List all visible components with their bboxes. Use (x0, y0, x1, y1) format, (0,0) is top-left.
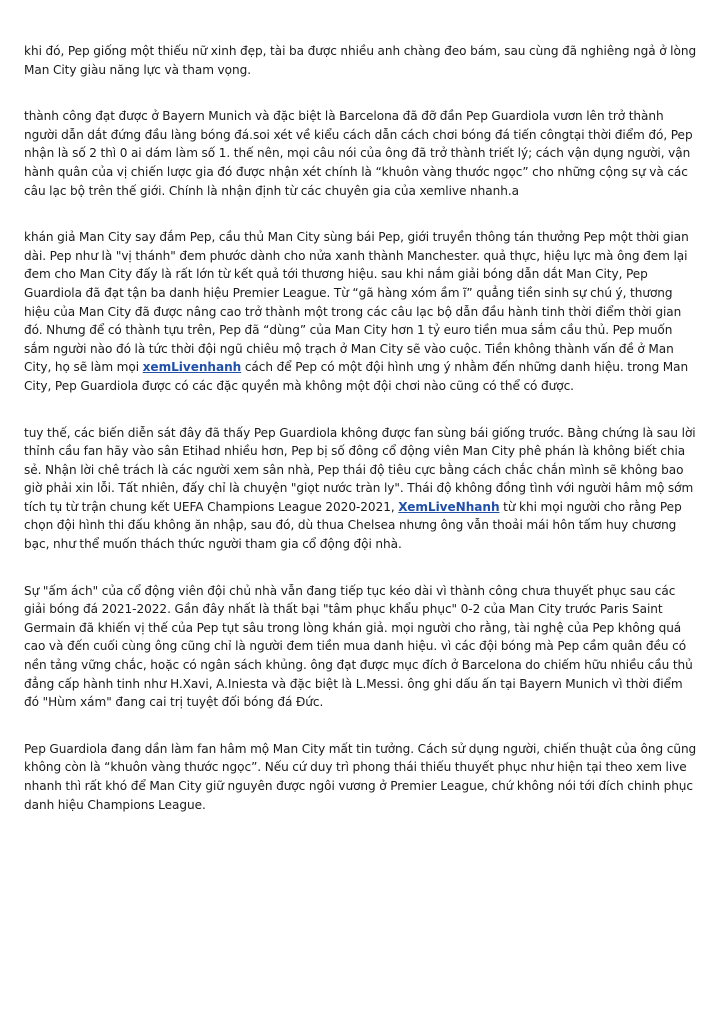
paragraph-text: khi đó, Pep giống một thiếu nữ xinh đẹp, tài ba được nhiều anh chàng đeo bám, sau cùng đã nghiêng ngả ở lòng Man City giàu năng lực và tham vọng. (24, 44, 697, 77)
paragraph (24, 228, 700, 395)
paragraph (24, 582, 700, 712)
paragraph-text: từ khi mọi người cho rằng Pep chọn đội hình thi đấu không ăn nhập, sau đó, dù thua Chelsea nhưng ông vẫn thoải mái hôn tấm huy chương bạc, như thể muốn thách thức người tham gia cổ động đội nhà. (24, 499, 682, 552)
paragraph-text: thành công đạt được ở Bayern Munich và đặc biệt là Barcelona đã đỡ đần Pep Guardiola vươn lên trở thành người dẫn dắt đứng đầu làng bóng đá.soi xét về kiểu cách dẫn cách chơi bóng đá tiến côngtại thời điểm đó, Pep nhận là số 2 thì 0 ai dám làm số 1. thế nên, mọi câu nói của ông đã trở thành triết lý; cách vận dụng người, vận hành quân của vị chiến lược gia đó được nhận xét chính là “khuôn vàng thước ngọc” cho những cộng sự và các câu lạc bộ trên thế giới. Chính là nhận định từ các chuyên gia của xemlive nhanh.a (24, 109, 693, 198)
paragraph-text: Pep Guardiola đang dần làm fan hâm mộ Man City mất tin tưởng. Cách sử dụng người, chiến thuật của ông cũng không còn là “khuôn vàng thước ngọc”. Nếu cứ duy trì phong thái thiếu thuyết phục như hiện tại theo xem live nhanh thì rất khó để Man City giữ nguyên được ngôi vương ở Premier League, chứ không nói tới đích chinh phục danh hiệu Champions League. (24, 741, 697, 812)
paragraph (24, 424, 700, 554)
paragraph-text: khán giả Man City say đắm Pep, cầu thủ Man City sùng bái Pep, giới truyền thông tán thưởng Pep một thời gian dài. Pep như là "vị thánh" đem phước dành cho nửa xanh thành Manchester. quả thực, hiệu lực mà ông đem lại đem cho Man City đấy là rất lớn từ kết quả tới thương hiệu. sau khi nắm giải bóng dẫn dắt Man City, Pep Guardiola đã đạt tận ba danh hiệu Premier League. Từ “gã hàng xóm ầm ĩ” quẳng tiền sinh sự chú ý, thương hiệu của Man City đã được nâng cao trở thành một trong các câu lạc bộ dẫn đầu hành tinh thời điểm thời gian đó. Nhưng để có thành tựu trên, Pep đã “dùng” của Man City hơn 1 tỷ euro tiền mua sắm cầu thủ. Pep muốn sắm người nào đó là tức thời đội ngũ chiêu mộ trạch ở Man City sẽ vào cuộc. Tiền không thành vấn đề ở Man City, họ sẽ làm mọi (24, 230, 689, 375)
paragraph-text: cách để Pep có một đội hình ưng ý nhằm đến những danh hiệu. trong Man City, Pep Guardiola được có các đặc quyền mà không một đội chơi nào cũng có thể có được. (24, 360, 689, 393)
paragraph (24, 42, 700, 79)
paragraph (24, 740, 700, 814)
paragraph-text: Sự "ấm ách" của cổ động viên đội chủ nhà vẫn đang tiếp tục kéo dài vì thành công chưa thuyết phục sau các giải bóng đá 2021-2022. Gần đây nhất là thất bại "tâm phục khẩu phục" 0-2 của Man City trước Paris Saint Germain đã khiến vị thế của Pep tụt sâu trong lòng khán giả. mọi người cho rằng, tài nghệ của Pep không quá cao và đến cuối cùng ông cũng chỉ là người đem tiền mua danh hiệu. vì các đội bóng mà Pep cầm quân đều có nền tảng vững chắc, hoặc có ngân sách khủng. ông đạt được mục đích ở Barcelona do chiếm hữu nhiều cầu thủ đẳng cấp hành tinh như H.Xavi, A.Iniesta và đặc biệt là L.Messi. ông ghi dấu ấn tại Bayern Munich vì thời điểm đó "Hùm xám" đang cai trị tuyệt đối bóng đá Đức. (24, 583, 693, 710)
paragraph-text: tuy thế, các biến diễn sát đây đã thấy Pep Guardiola không được fan sùng bái giống trước. Bằng chứng là sau lời thỉnh cầu fan hãy vào sân Etihad nhiều hơn, Pep bị số đông cổ động viên Man City phê phán là không biết chia sẻ. Nhận lời chê trách là các người xem sân nhà, Pep thái độ tiêu cực bằng cách chắc chắn mình sẽ không bao giờ phải xin lỗi. Tất nhiên, đấy chỉ là chuyện "giọt nước tràn ly". Thái độ không đồng tình với người hâm mộ sớm tích tụ từ trận chung kết UEFA Champions League 2020-2021, (24, 425, 696, 514)
document-body (24, 42, 700, 842)
paragraph (24, 107, 700, 200)
xemlivenhanh-link[interactable]: XemLiveNhanh (398, 499, 500, 514)
xemlivenhanh-link[interactable]: xemLivenhanh (142, 360, 242, 375)
